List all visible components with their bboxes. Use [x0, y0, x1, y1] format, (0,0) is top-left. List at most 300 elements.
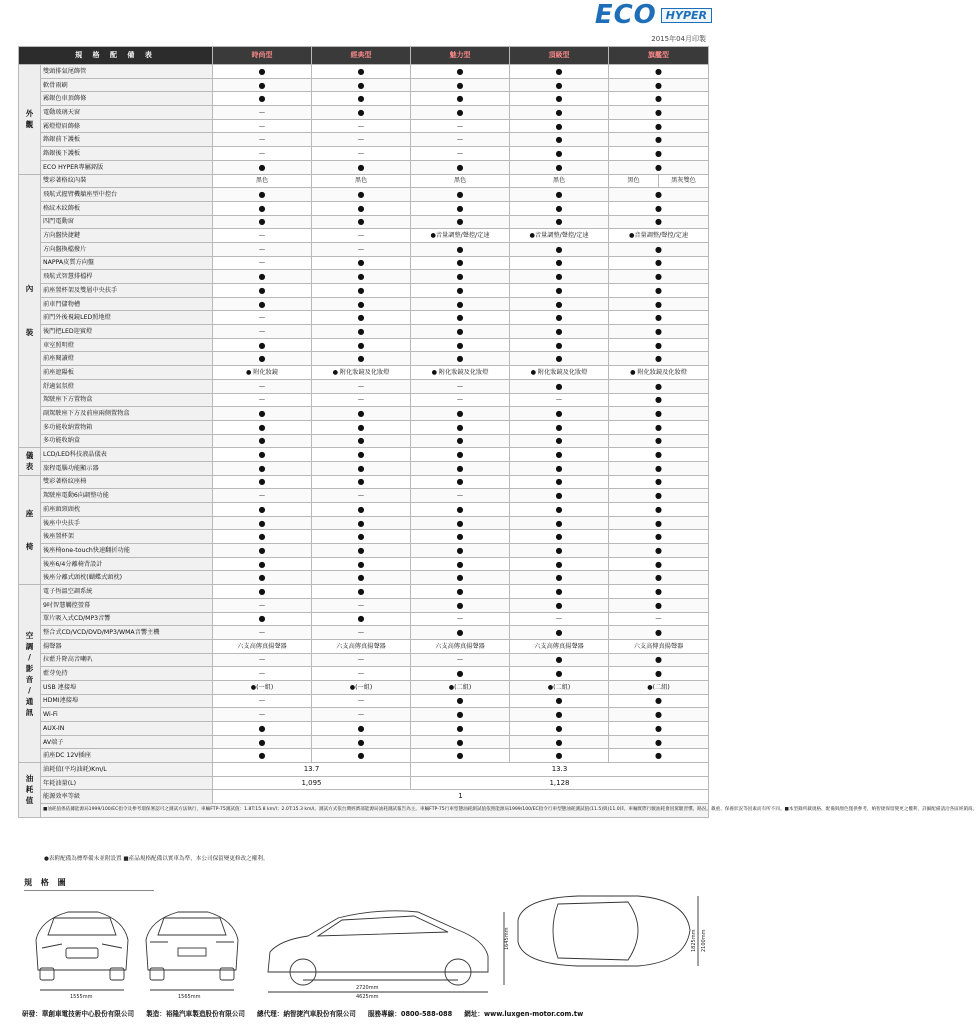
feature-label: 前座置杯架及雙層中央扶手	[41, 284, 213, 298]
spec-row	[19, 78, 709, 92]
spec-row	[19, 407, 709, 421]
spec-value: ●	[510, 338, 609, 352]
spec-value: ●	[213, 516, 312, 530]
spec-value: —	[312, 119, 411, 133]
spec-value: ●	[510, 78, 609, 92]
spec-value: 黑色	[312, 174, 411, 188]
spec-row	[19, 215, 709, 229]
spec-value: ●	[213, 352, 312, 366]
fuel-value: 1,095	[213, 776, 411, 790]
model-header: 旗艦型	[609, 47, 709, 65]
spec-row	[19, 133, 709, 147]
spec-value: ●	[213, 434, 312, 448]
spec-value: ●	[510, 270, 609, 284]
spec-value: ●	[510, 557, 609, 571]
spec-row	[19, 722, 709, 736]
spec-value: ●	[312, 448, 411, 462]
spec-value: —	[312, 379, 411, 393]
spec-value: ●	[213, 735, 312, 749]
width-total-label: 2100mm	[701, 929, 707, 952]
spec-value: ●	[609, 557, 709, 571]
spec-value: ●	[609, 585, 709, 599]
feature-label: 飛航式智慧排檔桿	[41, 270, 213, 284]
spec-value: ●	[312, 311, 411, 325]
spec-value: ●	[411, 448, 510, 462]
spec-value: ●	[213, 530, 312, 544]
spec-value: ●	[312, 571, 411, 585]
section-label: 空 調 / 影 音 / 通 訊	[19, 585, 41, 763]
legal-notes: ■油耗值係依據能源局1999/100/EC指令及參考環保署認可之測試方法執行，車輛FTP-75測試值：1.8T:15.8 km/l；2.0T:15.3 km/l。測試方式依台灣經濟部能源局油耗測試報告為主。車輛FTP-75行車型態油耗測試值依照能源局1999/100/EC指令行車型態油耗測試值(11.5)與(11.0)⁑。車輛實際行駛油耗會因駕駛習慣、路況、載重、保養狀況等因素而有所不同。■本型錄所載規格、配備與顏色僅供參考，納智捷保留變更之權利，詳細配備請洽各區經銷商。	[41, 804, 709, 818]
spec-value: ●	[609, 270, 709, 284]
spec-value: ●	[510, 65, 609, 79]
spec-row	[19, 434, 709, 448]
spec-value: ●	[510, 598, 609, 612]
spec-value: —	[213, 325, 312, 339]
spec-value: ●	[609, 434, 709, 448]
section-label: 外 觀	[19, 65, 41, 175]
spec-row	[19, 557, 709, 571]
spec-value: ●	[411, 106, 510, 120]
spec-value: —	[213, 653, 312, 667]
spec-value: ●	[312, 544, 411, 558]
spec-value: ●	[609, 461, 709, 475]
spec-value: 黑色	[213, 174, 312, 188]
spec-value: —	[213, 119, 312, 133]
feature-label: 雙頭排氣尾飾管	[41, 65, 213, 79]
agent-company: 總代理：納智捷汽車股份有限公司	[257, 1009, 356, 1018]
section-label: 座 椅	[19, 475, 41, 585]
spec-value: ●	[411, 325, 510, 339]
spec-value: ●	[411, 188, 510, 202]
spec-value: ●	[510, 503, 609, 517]
spec-value: ●	[312, 516, 411, 530]
wheelbase-label: 2720mm	[356, 985, 379, 991]
spec-row	[19, 379, 709, 393]
spec-value: ●	[510, 626, 609, 640]
feature-label: AV端子	[41, 735, 213, 749]
spec-value-part: 黑色	[627, 176, 640, 184]
spec-value: ●	[213, 297, 312, 311]
feature-label: 揚聲器	[41, 639, 213, 653]
feature-label: 拉藍升降高音喇叭	[41, 653, 213, 667]
spec-value: ●	[312, 65, 411, 79]
spec-value: ●	[213, 407, 312, 421]
spec-value: —	[312, 667, 411, 681]
rd-company: 研發：華創車電技術中心股份有限公司	[22, 1009, 135, 1018]
fuel-value: 13.7	[213, 763, 411, 777]
spec-value: ●	[510, 420, 609, 434]
spec-value: ●	[510, 284, 609, 298]
spec-row	[19, 639, 709, 653]
spec-value: ●	[411, 544, 510, 558]
logo-hyper: HYPER	[661, 8, 712, 23]
spec-value: —	[312, 229, 411, 243]
spec-value: ●	[609, 530, 709, 544]
feature-label: 舒適氣氛燈	[41, 379, 213, 393]
spec-value-part: 黑灰雙色	[658, 175, 708, 188]
company-footer	[0, 1000, 720, 1025]
spec-value: ● 附化妝鏡及化妝燈	[510, 366, 609, 380]
spec-value: ●	[609, 749, 709, 763]
spec-value: ●	[609, 160, 709, 174]
spec-value: ●	[411, 160, 510, 174]
model-header: 魅力型	[411, 47, 510, 65]
spec-row	[19, 65, 709, 79]
spec-value: ●	[411, 215, 510, 229]
spec-row	[19, 366, 709, 380]
spec-value: ●	[609, 65, 709, 79]
spec-value: ●(一組)	[213, 680, 312, 694]
spec-value: ●	[213, 571, 312, 585]
spec-value: —	[213, 242, 312, 256]
spec-value: ●	[609, 147, 709, 161]
spec-value: —	[213, 626, 312, 640]
spec-value: ●	[510, 119, 609, 133]
feature-label: 雙彩著格紋座椅	[41, 475, 213, 489]
spec-row	[19, 694, 709, 708]
spec-value: —	[312, 626, 411, 640]
spec-row	[19, 489, 709, 503]
spec-value: ●	[213, 557, 312, 571]
spec-value: —	[312, 393, 411, 407]
spec-row	[19, 475, 709, 489]
footnote: ●表附配備為標準備未並附設置 ■產品規格配備以實車為準，本公司保留變更修改之權利。	[44, 856, 269, 862]
spec-row	[19, 612, 709, 626]
spec-value: ●	[411, 297, 510, 311]
feature-label: 後座中央扶手	[41, 516, 213, 530]
mfg-company: 製造：裕隆汽車製造股份有限公司	[146, 1009, 245, 1018]
spec-value: ●	[609, 256, 709, 270]
spec-value: ●	[609, 119, 709, 133]
feature-label: NAPPA皮質方向盤	[41, 256, 213, 270]
print-date: 2015年04月印製	[651, 35, 706, 43]
spec-value: ●	[312, 297, 411, 311]
width-mirror-label: 1825mm	[691, 929, 697, 952]
spec-value: ●	[411, 65, 510, 79]
feature-label: USB 連接埠	[41, 680, 213, 694]
spec-value: —	[411, 393, 510, 407]
spec-value: ●	[213, 215, 312, 229]
spec-value: ●	[609, 735, 709, 749]
spec-row	[19, 311, 709, 325]
spec-value: ●	[510, 256, 609, 270]
spec-value: ●	[609, 393, 709, 407]
notes-row	[19, 804, 709, 818]
spec-row	[19, 106, 709, 120]
spec-value: —	[213, 379, 312, 393]
feature-label: 整合式CD/VCD/DVD/MP3/WMA音響主機	[41, 626, 213, 640]
section-label: 油 耗 值	[19, 763, 41, 818]
spec-value: —	[510, 393, 609, 407]
spec-row	[19, 352, 709, 366]
spec-value: ●	[312, 284, 411, 298]
spec-row	[19, 270, 709, 284]
spec-value: —	[213, 708, 312, 722]
spec-row	[19, 749, 709, 763]
spec-row	[19, 598, 709, 612]
spec-value: ●	[312, 735, 411, 749]
spec-value: 六支高傳真揚聲器	[510, 639, 609, 653]
spec-value: ●	[312, 201, 411, 215]
spec-value: ●	[411, 557, 510, 571]
spec-value: —	[510, 612, 609, 626]
spec-row	[19, 284, 709, 298]
feature-label: HDMI連接埠	[41, 694, 213, 708]
spec-row	[19, 201, 709, 215]
spec-value: ●	[510, 201, 609, 215]
spec-value: 六支高傳真揚聲器	[213, 639, 312, 653]
spec-value: ●	[312, 78, 411, 92]
website[interactable]: 網址：www.luxgen-motor.com.tw	[464, 1009, 584, 1018]
spec-value: ●	[312, 530, 411, 544]
spec-value: ●	[312, 557, 411, 571]
spec-value: —	[411, 119, 510, 133]
spec-value: ●	[411, 530, 510, 544]
spec-value: ●	[411, 626, 510, 640]
spec-value: ●	[213, 475, 312, 489]
spec-value: ●	[609, 242, 709, 256]
spec-value: ●	[213, 585, 312, 599]
spec-value: ●	[213, 338, 312, 352]
spec-value: —	[213, 667, 312, 681]
spec-value: ●	[609, 407, 709, 421]
spec-row	[19, 516, 709, 530]
spec-value: ●	[609, 571, 709, 585]
feature-label: 格紋木紋飾板	[41, 201, 213, 215]
model-header: 經典型	[312, 47, 411, 65]
feature-label: 方向盤快捷鍵	[41, 229, 213, 243]
feature-label: 前車門儲物槽	[41, 297, 213, 311]
spec-value: ●	[411, 311, 510, 325]
spec-value: ●	[411, 270, 510, 284]
feature-label: 旅程電腦功能顯示器	[41, 461, 213, 475]
feature-label: 前座遮陽板	[41, 366, 213, 380]
feature-label: 前座DC 12V插座	[41, 749, 213, 763]
spec-value: ●	[213, 420, 312, 434]
spec-value: ●	[609, 544, 709, 558]
spec-value: ●	[609, 722, 709, 736]
spec-row	[19, 393, 709, 407]
spec-row	[19, 530, 709, 544]
model-header: 時尚型	[213, 47, 312, 65]
spec-value: ●	[411, 352, 510, 366]
feature-label: 副駕駛座下方及前座兩側置物盒	[41, 407, 213, 421]
spec-row	[19, 256, 709, 270]
spec-value: ●	[312, 475, 411, 489]
spec-row	[19, 242, 709, 256]
spec-value: ●	[510, 749, 609, 763]
spec-row	[19, 297, 709, 311]
spec-value: ●音量調整/聲控/定速	[510, 229, 609, 243]
spec-value: ●(二組)	[609, 680, 709, 694]
car-side-view	[268, 911, 504, 992]
feature-label: 單片吸入式CD/MP3音響	[41, 612, 213, 626]
feature-label: Wi-Fi	[41, 708, 213, 722]
spec-value: ●	[609, 188, 709, 202]
spec-value: ●	[213, 503, 312, 517]
spec-row	[19, 735, 709, 749]
car-front-view	[36, 912, 128, 990]
spec-value: —	[213, 256, 312, 270]
spec-row	[19, 188, 709, 202]
spec-value: ●	[213, 270, 312, 284]
spec-value: ●	[510, 585, 609, 599]
spec-value: ●	[411, 735, 510, 749]
spec-value: —	[213, 147, 312, 161]
spec-value: ●	[510, 475, 609, 489]
feature-label: ECO HYPER專屬銘版	[41, 160, 213, 174]
spec-value: ●	[510, 379, 609, 393]
spec-value: ●	[312, 256, 411, 270]
feature-label: 後門把LED迎賓燈	[41, 325, 213, 339]
spec-value: ●	[312, 461, 411, 475]
spec-value: —	[213, 598, 312, 612]
feature-label: 前座閱讀燈	[41, 352, 213, 366]
spec-value: ●	[510, 311, 609, 325]
feature-label: 多功能收納盒	[41, 434, 213, 448]
spec-value: —	[213, 393, 312, 407]
spec-value: ● 附化妝鏡	[213, 366, 312, 380]
spec-value: ●	[312, 270, 411, 284]
spec-value: —	[411, 489, 510, 503]
spec-row	[19, 420, 709, 434]
spec-value: —	[609, 612, 709, 626]
spec-value: ●	[312, 188, 411, 202]
spec-title: 規 格 配 備 表	[19, 47, 213, 65]
spec-row	[19, 92, 709, 106]
feature-label: 9吋智慧觸控螢幕	[41, 598, 213, 612]
spec-value: ●	[312, 338, 411, 352]
spec-value: ●	[411, 407, 510, 421]
feature-label: LCD/LED科技液晶儀表	[41, 448, 213, 462]
spec-value: ●	[411, 722, 510, 736]
spec-value: ●	[411, 694, 510, 708]
spec-value: ●	[213, 544, 312, 558]
feature-label: 後座椅one-touch快速翻折功能	[41, 544, 213, 558]
model-header: 頂級型	[510, 47, 609, 65]
height-label: 1645mm	[504, 927, 510, 950]
spec-value: ●	[609, 215, 709, 229]
spec-value: ●	[510, 215, 609, 229]
spec-value: ●	[510, 694, 609, 708]
spec-value: ●	[609, 106, 709, 120]
spec-value: ●	[312, 325, 411, 339]
spec-value: ●	[510, 92, 609, 106]
spec-row	[19, 325, 709, 339]
spec-row	[19, 544, 709, 558]
spec-value: —	[312, 694, 411, 708]
spec-value: ●(一組)	[312, 680, 411, 694]
logo-eco: ECO	[594, 0, 657, 30]
spec-row	[19, 160, 709, 174]
feature-label: 多功能收納置物箱	[41, 420, 213, 434]
feature-label: 電子恆溫空調系統	[41, 585, 213, 599]
spec-value: ●	[213, 201, 312, 215]
feature-label: 後座6/4分離椅背設計	[41, 557, 213, 571]
spec-value: ●	[510, 160, 609, 174]
spec-value: ●	[510, 489, 609, 503]
spec-value: ●	[510, 461, 609, 475]
feature-label: 油耗值(平均油耗)Km/L	[41, 763, 213, 777]
spec-value: ●	[609, 626, 709, 640]
spec-row	[19, 571, 709, 585]
spec-value: —	[213, 694, 312, 708]
feature-label: 駕駛座下方置物盒	[41, 393, 213, 407]
spec-value: ●	[510, 735, 609, 749]
spec-value: ●	[411, 598, 510, 612]
spec-row	[19, 119, 709, 133]
spec-value: ●	[510, 448, 609, 462]
spec-value: ●	[312, 503, 411, 517]
spec-value: ●	[312, 612, 411, 626]
dimension-title: 規 格 圖	[24, 877, 154, 891]
spec-value: ●	[213, 188, 312, 202]
spec-value: ●	[312, 106, 411, 120]
spec-value: ●	[213, 448, 312, 462]
feature-label: 雙彩著格紋內裝	[41, 174, 213, 188]
spec-value: ●	[411, 503, 510, 517]
spec-value: ●	[510, 653, 609, 667]
spec-value: ●	[510, 106, 609, 120]
spec-value: ●	[609, 503, 709, 517]
spec-value: ●	[411, 284, 510, 298]
spec-value: ●	[411, 78, 510, 92]
spec-value: —	[213, 311, 312, 325]
spec-row	[19, 448, 709, 462]
spec-value: 六支高傳真揚聲器	[609, 639, 709, 653]
spec-value: ●	[411, 256, 510, 270]
brand-logo	[594, 0, 712, 30]
length-label: 4625mm	[356, 994, 379, 1000]
spec-value: ●	[411, 461, 510, 475]
spec-value: ●	[312, 434, 411, 448]
spec-value: ●	[312, 407, 411, 421]
spec-value: ●	[609, 78, 709, 92]
spec-row	[19, 626, 709, 640]
spec-value: —	[312, 653, 411, 667]
spec-value: —	[312, 133, 411, 147]
spec-row	[19, 174, 709, 188]
spec-row	[19, 338, 709, 352]
spec-value: ●	[312, 749, 411, 763]
spec-header-row	[19, 47, 709, 65]
feature-label: 霧銀色車頂飾條	[41, 92, 213, 106]
section-label: 內 裝	[19, 174, 41, 448]
feature-label: 四門電動窗	[41, 215, 213, 229]
service-hotline: 服務專線：0800-588-088	[367, 1009, 453, 1018]
spec-value: ●	[609, 92, 709, 106]
spec-row	[19, 461, 709, 475]
spec-value: ●	[312, 92, 411, 106]
spec-row	[19, 708, 709, 722]
spec-value: ●	[411, 434, 510, 448]
spec-value: —	[411, 133, 510, 147]
feature-label: 前門外後視鏡LED照地燈	[41, 311, 213, 325]
spec-value: ●	[609, 420, 709, 434]
spec-value: —	[213, 229, 312, 243]
spec-value: ●	[510, 722, 609, 736]
fuel-row	[19, 790, 709, 804]
spec-value: —	[312, 708, 411, 722]
spec-value: ●	[510, 530, 609, 544]
spec-value: ●	[510, 407, 609, 421]
spec-value: ●	[411, 749, 510, 763]
spec-value: ●	[213, 461, 312, 475]
fuel-value: 1,128	[411, 776, 709, 790]
spec-value: ●	[411, 92, 510, 106]
spec-value: ●	[609, 201, 709, 215]
fuel-row	[19, 776, 709, 790]
